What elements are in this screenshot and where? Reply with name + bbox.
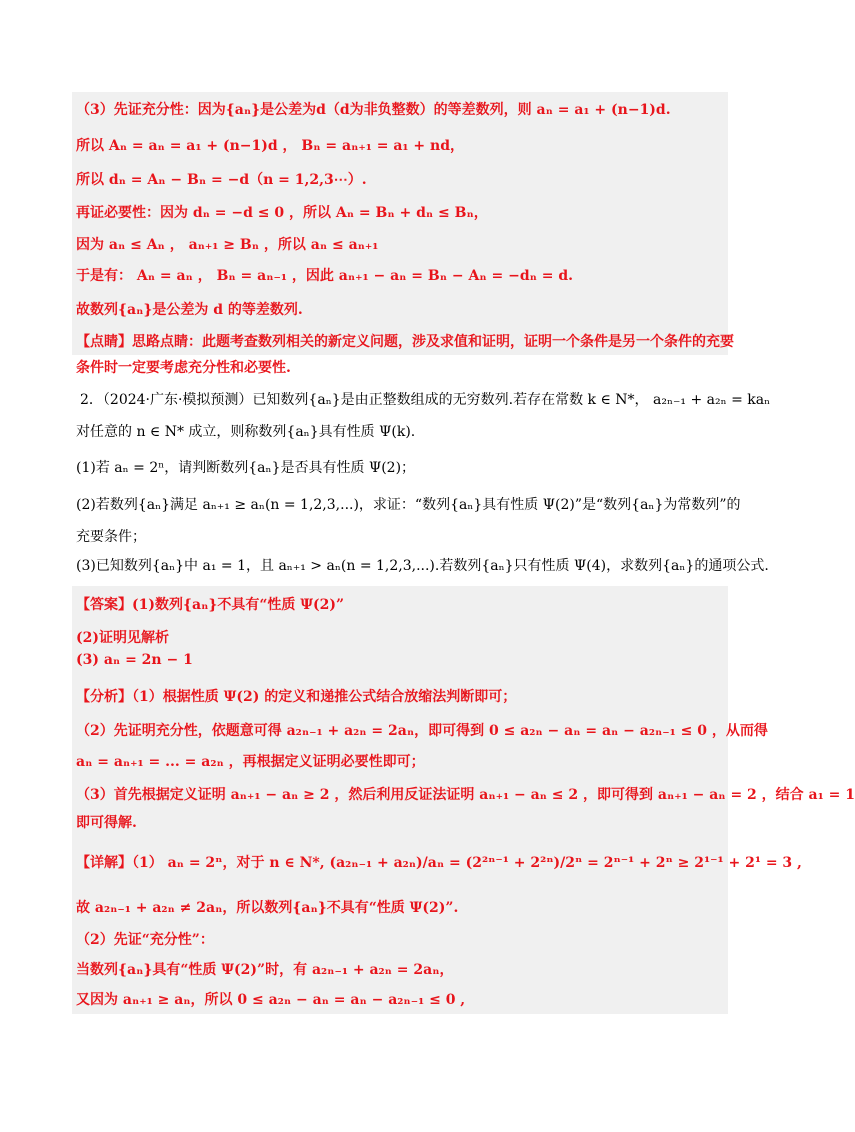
solution-line: 再证必要性：因为 dₙ = −d ≤ 0 ，所以 Aₙ = Bₙ + dₙ ≤ Bₙ， [76, 205, 488, 221]
answer-line: 【答案】(1)数列{aₙ}不具有“性质 Ψ(2)” [76, 597, 345, 613]
detail-line: 【详解】（1） aₙ = 2ⁿ，对于 n ∈ N*, (a₂ₙ₋₁ + a₂ₙ)/aₙ = (2²ⁿ⁻¹ + 2²ⁿ)/2ⁿ = 2ⁿ⁻¹ + 2ⁿ ≥ 2¹⁻¹ + 2¹ = 3 , [76, 855, 802, 871]
problem-question-2: (2)若数列{aₙ}满足 aₙ₊₁ ≥ aₙ(n = 1,2,3,...)，求证：“数列{aₙ}具有性质 Ψ(2)”是“数列{aₙ}为常数列”的 [76, 497, 741, 513]
analysis-line: 【分析】（1）根据性质 Ψ(2) 的定义和递推公式结合放缩法判断即可； [76, 689, 517, 705]
analysis-line: （3）首先根据定义证明 aₙ₊₁ − aₙ ≥ 2 ，然后利用反证法证明 aₙ₊₁ − aₙ ≤ 2 ，即可得到 aₙ₊₁ − aₙ = 2 ，结合 a₁ = 1 [76, 787, 855, 803]
problem-statement: 对任意的 n ∈ N* 成立，则称数列{aₙ}具有性质 Ψ(k). [76, 424, 416, 440]
problem-statement: 2．（2024·广东·模拟预测）已知数列{aₙ}是由正整数组成的无穷数列.若存在常数 k ∈ N*， a₂ₙ₋₁ + a₂ₙ = kaₙ [80, 392, 771, 408]
answer-line: (3) aₙ = 2n − 1 [76, 652, 193, 668]
tip-line: 条件时一定要考虑充分性和必要性. [76, 360, 291, 376]
detail-line: 当数列{aₙ}具有“性质 Ψ(2)”时，有 a₂ₙ₋₁ + a₂ₙ = 2aₙ， [76, 962, 454, 978]
solution-line: 因为 aₙ ≤ Aₙ ， aₙ₊₁ ≥ Bₙ ，所以 aₙ ≤ aₙ₊₁ [76, 237, 379, 253]
detail-line: 又因为 aₙ₊₁ ≥ aₙ，所以 0 ≤ a₂ₙ − aₙ = aₙ − a₂ₙ₋₁ ≤ 0 , [76, 992, 466, 1008]
solution-line: 于是有： Aₙ = aₙ ， Bₙ = aₙ₋₁ ，因此 aₙ₊₁ − aₙ = Bₙ − Aₙ = −dₙ = d. [76, 268, 574, 284]
answer-line: (2)证明见解析 [76, 630, 169, 646]
analysis-line: aₙ = aₙ₊₁ = ... = a₂ₙ ，再根据定义证明必要性即可； [76, 754, 425, 770]
analysis-line: 即可得解. [76, 815, 137, 831]
problem-question-1: (1)若 aₙ = 2ⁿ，请判断数列{aₙ}是否具有性质 Ψ(2)； [76, 460, 416, 476]
analysis-line: （2）先证明充分性，依题意可得 a₂ₙ₋₁ + a₂ₙ = 2aₙ，即可得到 0 ≤ a₂ₙ − aₙ = aₙ − a₂ₙ₋₁ ≤ 0 ，从而得 [76, 723, 768, 739]
tip-line: 【点睛】思路点睛：此题考查数列相关的新定义问题，涉及求值和证明，证明一个条件是另一个条件的充要 [76, 334, 734, 350]
solution-line: （3）先证充分性：因为{aₙ}是公差为d（d为非负整数）的等差数列，则 aₙ = a₁ + (n−1)d. [76, 102, 671, 118]
detail-line: 故 a₂ₙ₋₁ + a₂ₙ ≠ 2aₙ，所以数列{aₙ}不具有“性质 Ψ(2)”. [76, 900, 459, 916]
problem-question-2: 充要条件； [76, 529, 146, 545]
solution-line: 所以 Aₙ = aₙ = a₁ + (n−1)d ， Bₙ = aₙ₊₁ = a₁ + nd， [76, 138, 464, 154]
solution-line: 所以 dₙ = Aₙ − Bₙ = −d（n = 1,2,3⋯）. [76, 172, 367, 188]
solution-line: 故数列{aₙ}是公差为 d 的等差数列. [76, 302, 303, 318]
problem-question-3: (3)已知数列{aₙ}中 a₁ = 1，且 aₙ₊₁ > aₙ(n = 1,2,3,...).若数列{aₙ}只有性质 Ψ(4)，求数列{aₙ}的通项公式. [76, 558, 769, 574]
detail-line: （2）先证“充分性”： [76, 932, 214, 948]
